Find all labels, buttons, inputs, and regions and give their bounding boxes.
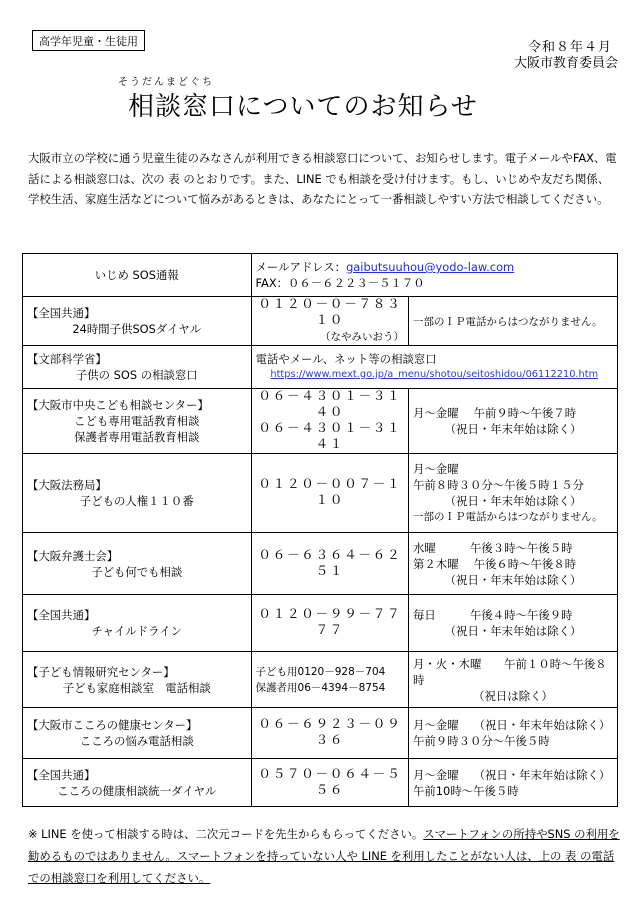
page-title: 相談窓口についてのお知らせ xyxy=(128,92,478,122)
phone-number: ０５７０－０６４－５５６ xyxy=(258,766,402,798)
hours-text: 月～金曜 xyxy=(413,462,459,476)
org-name: 【全国共通】 xyxy=(27,306,96,320)
org-name: 【大阪市中央こども相談センター】 xyxy=(27,398,209,412)
org-name: 【子ども情報研究センター】 xyxy=(27,664,175,679)
hours-text: 月～金曜 午前９時～午後７時 xyxy=(413,406,577,420)
note-text: LINE を使って相談する時は、二次元コードを先生からもらってください。 xyxy=(41,827,424,841)
table-row xyxy=(23,297,618,346)
combined-text: 電話やメール、ネット等の相談窓口 xyxy=(255,352,437,366)
hours-text: （祝日は除く） xyxy=(473,688,553,703)
service-name: 24時間子供SOSダイヤル xyxy=(72,322,202,336)
service-name: 子ども何でも相談 xyxy=(91,564,183,579)
note-mark: ※ xyxy=(28,827,38,841)
service-name: こころの健康相談統一ダイヤル xyxy=(57,783,217,798)
hours-text: 月・火・木曜 午前１０時～午後８時 xyxy=(413,656,607,687)
hours-text: 水曜 午後３時～午後５時 xyxy=(413,540,573,555)
phone-number: ０１２０－００７－１１０ xyxy=(258,477,402,508)
sos-contact-cell xyxy=(251,254,617,297)
phone-note: （なやみいおう） xyxy=(320,331,405,343)
phone-number: ０６－６９２３－０９３６ xyxy=(258,717,402,748)
phone-number: ０１２０－９９－７７７７ xyxy=(258,607,402,638)
mext-link[interactable]: https://www.mext.go.jp/a_menu/shotou/seitoshidou/06112210.htm xyxy=(270,369,599,380)
hours-text: 毎日 午後４時～午後９時 xyxy=(413,608,573,622)
sos-name: いじめ SOS通報 xyxy=(94,268,179,282)
hours-text: （祝日・年末年始は除く） xyxy=(444,572,582,587)
org-name: 【全国共通】 xyxy=(27,767,96,782)
hours-text: 午前８時３０分～午後５時１５分 xyxy=(413,478,584,492)
table-row xyxy=(23,346,618,389)
hours-text: 午前10時～午後５時 xyxy=(413,783,519,798)
org-name: 【全国共通】 xyxy=(27,608,96,622)
phone-number: ０６－４３０１－３１４０ xyxy=(258,389,402,420)
consultation-table xyxy=(22,253,618,807)
phone-number: ０１２０－０－７８３１０ xyxy=(258,297,402,328)
org-name: 【大阪法務局】 xyxy=(27,478,107,492)
table-row xyxy=(23,652,618,708)
issuer: 大阪市教育委員会 xyxy=(513,56,618,71)
service-name: 子ども家庭相談室 電話相談 xyxy=(62,680,211,695)
mail-label: メールアドレス： xyxy=(255,260,347,274)
org-name: 【大阪弁護士会】 xyxy=(27,548,119,563)
hours-text: 午前９時３０分～午後５時 xyxy=(413,734,550,748)
table-row xyxy=(23,254,618,297)
fax-number: FAX：０６－６２２３－５１７０ xyxy=(255,276,425,290)
service-name: チャイルドライン xyxy=(91,624,182,638)
hours-text: 第２木曜 午後６時～午後８時 xyxy=(413,556,577,571)
phone-number: ０６－６３６４－６２５１ xyxy=(258,547,402,579)
sos-name-cell xyxy=(23,254,252,297)
hours-text: （祝日・年末年始は除く） xyxy=(444,422,582,436)
table-row xyxy=(23,533,618,595)
mail-link[interactable]: gaibutsuuhou@yodo-law.com xyxy=(346,260,515,274)
org-name: 【文部科学省】 xyxy=(27,352,107,366)
phone-number: 子ども用0120－928－704 xyxy=(255,665,386,678)
hours-text: 月～金曜 （祝日・年末年始は除く） xyxy=(413,718,611,732)
issue-date: 令和８年４月 xyxy=(527,40,612,55)
service-name: こども専用電話教育相談 xyxy=(74,414,200,428)
table-row xyxy=(23,759,618,807)
service-name: 子供の SOS の相談窓口 xyxy=(75,368,198,382)
table-row xyxy=(23,454,618,533)
service-name: 子どもの人権１１０番 xyxy=(79,494,194,508)
note-underlined: スマートフォンの所持やSNS の利用を勧めるものではありません。スマートフォンを持っていない人や LINE を利用したことがない人は、上の 表 の電話での相談窓口を利用してください。 xyxy=(28,827,620,885)
hours-text: 一部のＩＰ電話からはつながりません。 xyxy=(413,511,603,523)
org-name: 【大阪市こころの健康センター】 xyxy=(27,718,198,732)
service-name: 保護者専用電話教育相談 xyxy=(74,430,200,444)
intro-text: 大阪市立の学校に通う児童生徒のみなさんが利用できる相談窓口について、お知らせします。電子メールやFAX、電話による相談窓口は、次の 表 のとおりです。また、LINE でも相談を受け付けます。もし、いじめや友だち関係、学校生活、家庭生活などについて悩みがあるときは、あなたにとって一番相談しやすい方法で相談してください。 xyxy=(28,151,617,206)
hours-text: （祝日・年末年始は除く） xyxy=(444,624,582,638)
hours-text: （祝日・年末年始は除く） xyxy=(444,494,582,508)
phone-number: 保護者用06－4394－8754 xyxy=(255,681,386,694)
table-row xyxy=(23,389,618,454)
title-ruby: そうだんまどぐち xyxy=(118,77,214,88)
audience-tag: 高学年児童・生徒用 xyxy=(32,30,145,51)
table-row xyxy=(23,595,618,652)
footer-note xyxy=(28,823,620,889)
phone-number: ０６－４３０１－３１４１ xyxy=(258,421,402,452)
hours-text: 月～金曜 （祝日・年末年始は除く） xyxy=(413,767,611,782)
table-row xyxy=(23,708,618,759)
service-name: こころの悩み電話相談 xyxy=(79,734,194,748)
hours-text: 一部のＩＰ電話からはつながりません。 xyxy=(413,315,603,328)
